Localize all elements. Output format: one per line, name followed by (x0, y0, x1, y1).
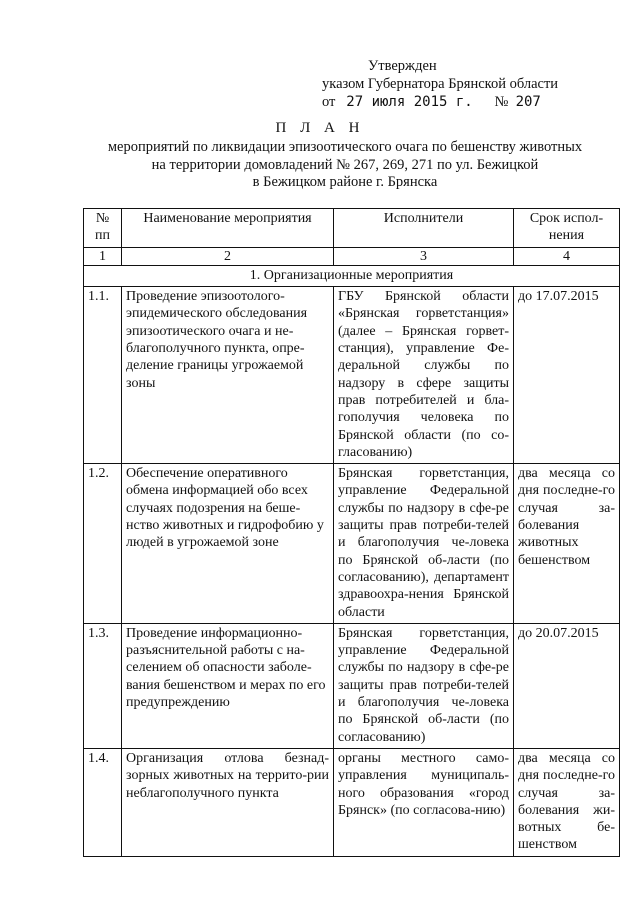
header-executors: Исполнители (334, 209, 514, 248)
subtitle-line: в Бежицком районе г. Брянска (252, 174, 438, 190)
row-number: 1.1. (84, 287, 122, 464)
row-term: до 17.07.2015 (514, 287, 620, 464)
header-name: Наименование мероприятия (122, 209, 334, 248)
table-row (84, 748, 620, 856)
row-term: два месяца со дня последне-го случая за-болевания жи-вотных бе-шенством (514, 748, 620, 856)
subtitle-line: мероприятий по ликвидации эпизоотического очага по бешенству животных (107, 139, 583, 155)
row-executors: ГБУ Брянской области «Брянская горветстанция» (далее – Брянская горвет-станция), управление Фе-деральной службы по надзору в сфере защиты прав потребителей и бла-гополучия человека по Брянской области (по со-гласованию) (334, 287, 514, 464)
row-term: два месяца со дня последне-го случая за-болевания животных бешенством (514, 464, 620, 624)
header-term: Срок испол-нения (514, 209, 620, 248)
approval-block (322, 57, 558, 111)
column-number: 1 (84, 247, 122, 265)
table-row (84, 464, 620, 624)
column-number: 3 (334, 247, 514, 265)
document-title: П Л А Н (275, 120, 365, 136)
row-number: 1.2. (84, 464, 122, 624)
table-row (84, 287, 620, 464)
row-executors: Брянская горветстанция, управление Федеральной службы по надзору в сфе-ре защиты прав потреби-телей и благополучия че-ловека по Брянской об-ласти (по согласованию), департамент здравоохра-нения Брянской области (334, 464, 514, 624)
plan-table (83, 208, 620, 857)
approval-from-label: от (322, 94, 336, 110)
approval-decree: указом Губернатора Брянской области (322, 76, 559, 92)
header-number: № пп (84, 209, 122, 248)
column-number: 2 (122, 247, 334, 265)
row-activity: Организация отлова безнад-зорных животных на террито-рии неблагополучного пункта (122, 748, 334, 856)
approval-title: Утвержден (368, 58, 437, 74)
document-subtitle (90, 139, 600, 192)
row-number: 1.3. (84, 623, 122, 748)
row-activity: Обеспечение оперативного обмена информацией обо всех случаях подозрения на беше-нство животных и гидрофобию у людей в угрожаемой зоне (122, 464, 334, 624)
row-term: до 20.07.2015 (514, 623, 620, 748)
row-executors: Брянская горветстанция, управление Федеральной службы по надзору в сфе-ре защиты прав потреби-телей и благополучия че-ловека по Брянской об-ласти (по согласованию) (334, 623, 514, 748)
table-header-row (84, 209, 620, 248)
row-activity: Проведение информационно-разъяснительной работы с на-селением об опасности заболе-вания бешенством и мерах по его предупреждению (122, 623, 334, 748)
column-number-row (84, 247, 620, 265)
approval-date-line (322, 93, 558, 111)
approval-number: 207 (515, 94, 541, 110)
approval-date: 27 июля 2015 г. (346, 94, 473, 110)
column-number: 4 (514, 247, 620, 265)
section-row (84, 265, 620, 286)
approval-number-label: № (494, 94, 509, 110)
subtitle-line: на территории домовладений № 267, 269, 271 по ул. Бежицкой (151, 156, 539, 173)
row-number: 1.4. (84, 748, 122, 856)
table-row (84, 623, 620, 748)
row-activity: Проведение эпизоотолого-эпидемического обследования эпизоотического очага и не-благополучного пункта, опре-деление границы угрожаемой зоны (122, 287, 334, 464)
section-title: 1. Организационные мероприятия (84, 265, 620, 286)
row-executors: органы местного само-управления муниципаль-ного образования «город Брянск» (по согласова-нию) (334, 748, 514, 856)
